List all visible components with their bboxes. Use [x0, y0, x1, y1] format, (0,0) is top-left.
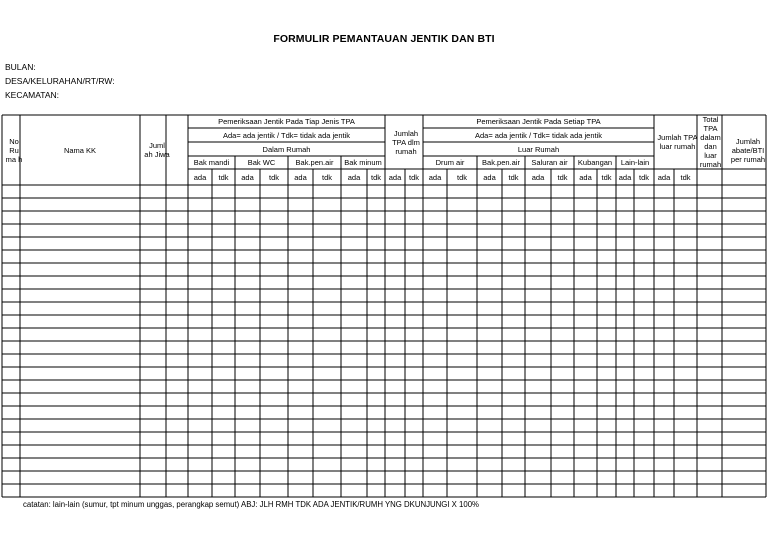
- ada-subheader: ada: [531, 172, 545, 182]
- jumlah-tpa-dlm-header: Jumlah TPA dlm rumah: [392, 128, 420, 156]
- ada-subheader: ada: [388, 172, 402, 182]
- tdk-subheader: tdk: [218, 172, 229, 182]
- ada-subheader: ada: [618, 172, 632, 182]
- bak-mandi-header: Bak mandi: [193, 158, 230, 167]
- bak-minum-header: Bak minum: [344, 158, 382, 167]
- desa-label: DESA/KELURAHAN/RT/RW:: [5, 76, 115, 86]
- ada-subheader: ada: [579, 172, 592, 182]
- no-rumah-header: No Ru ma h: [5, 136, 23, 164]
- tdk-subheader: tdk: [680, 172, 691, 182]
- total-tpa-header: Total TPA dalam dan luar rumah: [699, 115, 722, 169]
- jumlah-tpa-luar-header: Jumlah TPA luar rumah: [657, 133, 698, 151]
- jumlah-jiwa-header: Juml ah Jiwa: [144, 141, 170, 159]
- tdk-subheader: tdk: [408, 172, 419, 182]
- ada-subheader: ada: [428, 172, 442, 182]
- tdk-subheader: tdk: [601, 172, 612, 182]
- tdk-subheader: tdk: [508, 172, 519, 182]
- tdk-subheader: tdk: [456, 172, 467, 182]
- lain-lain-header: Lain-lain: [620, 158, 650, 167]
- tdk-subheader: tdk: [321, 172, 332, 182]
- tdk-subheader: tdk: [557, 172, 568, 182]
- bak-wc-header: Bak WC: [247, 158, 276, 167]
- nama-kk-header: Nama KK: [63, 145, 97, 155]
- ada-subheader: ada: [241, 172, 254, 182]
- bak-pen-air-header: Bak.pen.air: [295, 158, 334, 167]
- kecamatan-label: KECAMATAN:: [5, 90, 59, 100]
- group2-legend: Ada= ada jentik / Tdk= tidak ada jentik: [474, 130, 603, 140]
- ada-subheader: ada: [657, 172, 671, 182]
- form-title: FORMULIR PEMANTAUAN JENTIK DAN BTI: [273, 33, 495, 45]
- jumlah-abate-header: Jumlah abate/BTI per rumah: [730, 136, 766, 164]
- ada-subheader: ada: [483, 172, 496, 182]
- ada-subheader: ada: [294, 172, 307, 182]
- ada-subheader: ada: [193, 172, 207, 182]
- luar-rumah-header: Luar Rumah: [517, 144, 560, 154]
- bulan-label: BULAN:: [5, 62, 36, 72]
- group1-title: Pemeriksaan Jentik Pada Tiap Jenis TPA: [218, 117, 355, 126]
- tdk-subheader: tdk: [638, 172, 649, 182]
- tdk-subheader: tdk: [268, 172, 279, 182]
- saluran-air-header: Saluran air: [531, 158, 568, 167]
- ada-subheader: ada: [347, 172, 361, 182]
- bak-pen-air-luar-header: Bak.pen.air: [482, 158, 520, 167]
- tdk-subheader: tdk: [370, 172, 381, 182]
- drum-air-header: Drum air: [435, 158, 465, 167]
- footnote: catatan: lain-lain (sumur, tpt minum unggas, perangkap semut) ABJ: JLH RMH TDK ADA JENTIK/RUMH YNG DKUNJUNGI X 100%: [23, 500, 479, 509]
- group1-legend: Ada= ada jentik / Tdk= tidak ada jentik: [222, 130, 351, 140]
- group2-title: Pemeriksaan Jentik Pada Setiap TPA: [476, 117, 601, 126]
- dalam-rumah-header: Dalam Rumah: [262, 144, 311, 154]
- kubangan-header: Kubangan: [577, 158, 613, 167]
